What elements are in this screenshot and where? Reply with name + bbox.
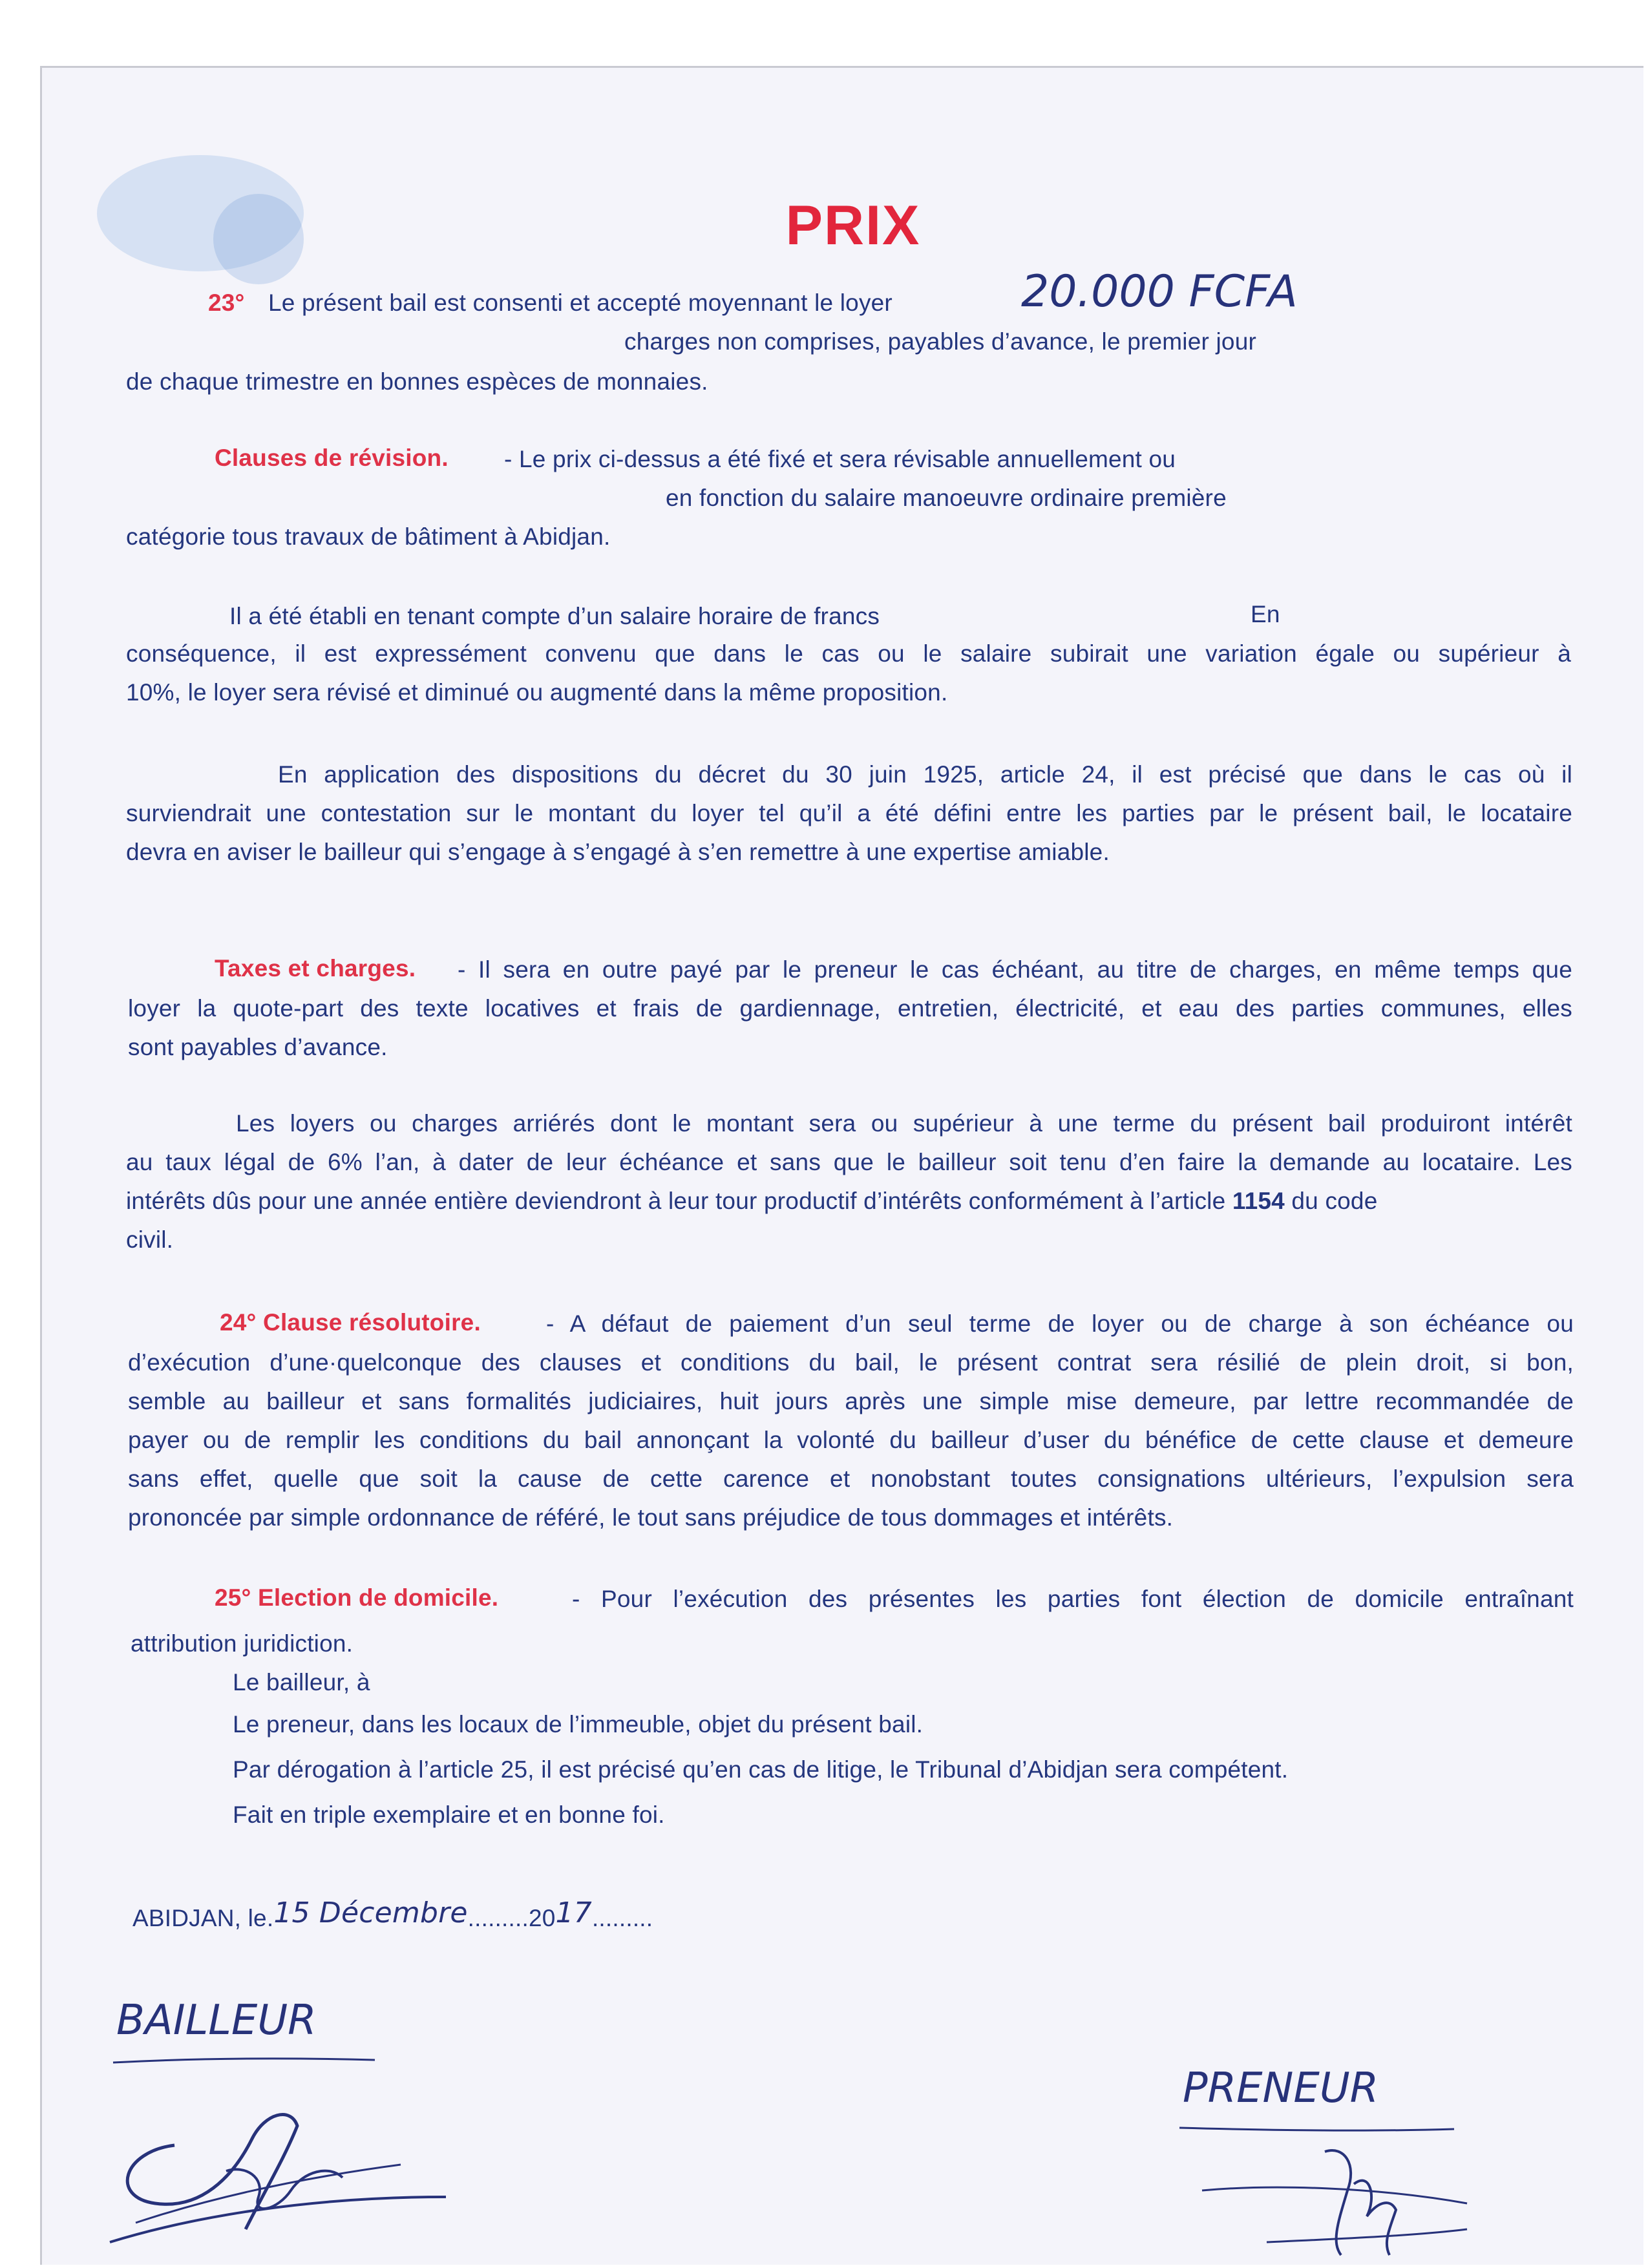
date-dots: . (266, 1905, 274, 1931)
article-24-text-line-6: prononcée par simple ordonnance de référé, le tout sans préjudice de tous dommages et intérêts. (128, 1504, 1174, 1531)
rent-amount-handwritten: 20.000 FCFA (1021, 266, 1298, 317)
date-year-handwritten: 17 (555, 1896, 592, 1929)
arrears-text-line-3-start: intérêts dûs pour une année entière deviendront à leur tour productif d’intérêts conformément à l’article (126, 1188, 1226, 1214)
date-prefix: ABIDJAN, le (132, 1905, 267, 1931)
article-1154-number: 1154 (1232, 1188, 1285, 1214)
article-23-text-line-1: Le présent bail est consenti et accepté moyennant le loyer (268, 289, 893, 316)
taxes-text-line-2: loyer la quote-part des texte locatives et frais de gardiennage, entretien, électricité, et eau des parties communes, elles (128, 995, 1572, 1022)
decree-text-line-1: En application des dispositions du décret du 30 juin 1925, article 24, il est précisé que dans le cas où il (278, 761, 1572, 788)
article-24-heading: 24° Clause résolutoire. (220, 1309, 481, 1336)
article-25-text-line-2: attribution juridiction. (131, 1630, 354, 1657)
article-23-number: 23° (208, 289, 245, 316)
revision-text-line-3: catégorie tous travaux de bâtiment à Abidjan. (126, 523, 611, 550)
date-line (132, 1898, 653, 1937)
bailleur-signature (97, 2100, 459, 2255)
revision-text-line-2: en fonction du salaire manoeuvre ordinaire première (666, 485, 1227, 511)
date-year-prefix: 20 (528, 1905, 556, 1931)
date-dots: ......... (591, 1905, 653, 1931)
arrears-text-line-2: au taux légal de 6% l’an, à dater de leur échéance et sans que le bailleur soit tenu d’en faire la demande au locataire. Les (126, 1149, 1572, 1175)
taxes-heading: Taxes et charges. (215, 955, 416, 982)
article-23-text-line-2: charges non comprises, payables d’avance, le premier jour (624, 328, 1257, 355)
article-25-text-line-5: Par dérogation à l’article 25, il est précisé qu’en cas de litige, le Tribunal d’Abidjan sera compétent. (233, 1756, 1289, 1783)
article-25-text-line-3: Le bailleur, à (233, 1669, 370, 1696)
ink-stain (213, 194, 304, 284)
arrears-text-line-4: civil. (126, 1226, 174, 1253)
salary-text-line-1-end: En (1251, 601, 1280, 627)
salary-text-line-3: 10%, le loyer sera révisé et diminué ou augmenté dans la même proposition. (126, 679, 948, 706)
article-25-text-line-6: Fait en triple exemplaire et en bonne foi. (233, 1801, 665, 1828)
article-23-text-line-3: de chaque trimestre en bonnes espèces de monnaies. (126, 368, 708, 395)
revision-text-line-1: - Le prix ci-dessus a été fixé et sera révisable annuellement ou (504, 446, 1176, 472)
arrears-text-line-1: Les loyers ou charges arriérés dont le montant sera ou supérieur à une terme du présent bail produiront intérêt (236, 1110, 1572, 1137)
document-title: PRIX (785, 194, 921, 257)
article-24-text-line-3: semble au bailleur et sans formalités judiciaires, huit jours après une simple mise demeure, par lettre recommandée de (128, 1388, 1574, 1414)
taxes-text-line-3: sont payables d’avance. (128, 1034, 388, 1060)
decree-text-line-3: devra en aviser le bailleur qui s’engage à s’engagé à s’en remettre à une expertise amiable. (126, 839, 1110, 865)
article-24-text-line-2: d’exécution d’une·quelconque des clauses et conditions du bail, le présent contrat sera résilié de plein droit, si bon, (128, 1349, 1574, 1376)
article-25-text-line-4: Le preneur, dans les locaux de l’immeuble, objet du présent bail. (233, 1711, 924, 1738)
date-day-month-handwritten: 15 Décembre (273, 1896, 468, 1929)
date-dots: ......... (467, 1905, 529, 1931)
arrears-text-line-3 (126, 1182, 1377, 1220)
arrears-text-line-3-end: du code (1291, 1188, 1378, 1214)
bailleur-label: BAILLEUR (116, 1997, 317, 2044)
preneur-label: PRENEUR (1183, 2064, 1379, 2112)
preneur-signature (1183, 2126, 1480, 2262)
bailleur-underline (110, 2055, 381, 2068)
article-24-text-line-5: sans effet, quelle que soit la cause de cette carence et nonobstant toutes consignations ultérieurs, l’expulsion sera (128, 1465, 1574, 1492)
article-25-text-line-1: - Pour l’exécution des présentes les parties font élection de domicile entraînant (572, 1586, 1574, 1612)
decree-text-line-2: surviendrait une contestation sur le montant du loyer tel qu’il a été défini entre les parties par le présent bail, le locataire (126, 800, 1572, 826)
salary-text-line-1: Il a été établi en tenant compte d’un salaire horaire de francs (229, 603, 880, 629)
article-25-heading: 25° Election de domicile. (215, 1584, 499, 1611)
taxes-text-line-1: - Il sera en outre payé par le preneur le cas échéant, au titre de charges, en même temps que (458, 956, 1572, 983)
article-24-text-line-4: payer ou de remplir les conditions du bail annonçant la volonté du bailleur d’user du bénéfice de cette clause et demeure (128, 1427, 1574, 1453)
article-24-text-line-1: - A défaut de paiement d’un seul terme de loyer ou de charge à son échéance ou (546, 1310, 1574, 1337)
salary-text-line-2: conséquence, il est expressément convenu que dans le cas ou le salaire subirait une variation égale ou supérieur à (126, 640, 1571, 667)
revision-heading: Clauses de révision. (215, 445, 449, 471)
